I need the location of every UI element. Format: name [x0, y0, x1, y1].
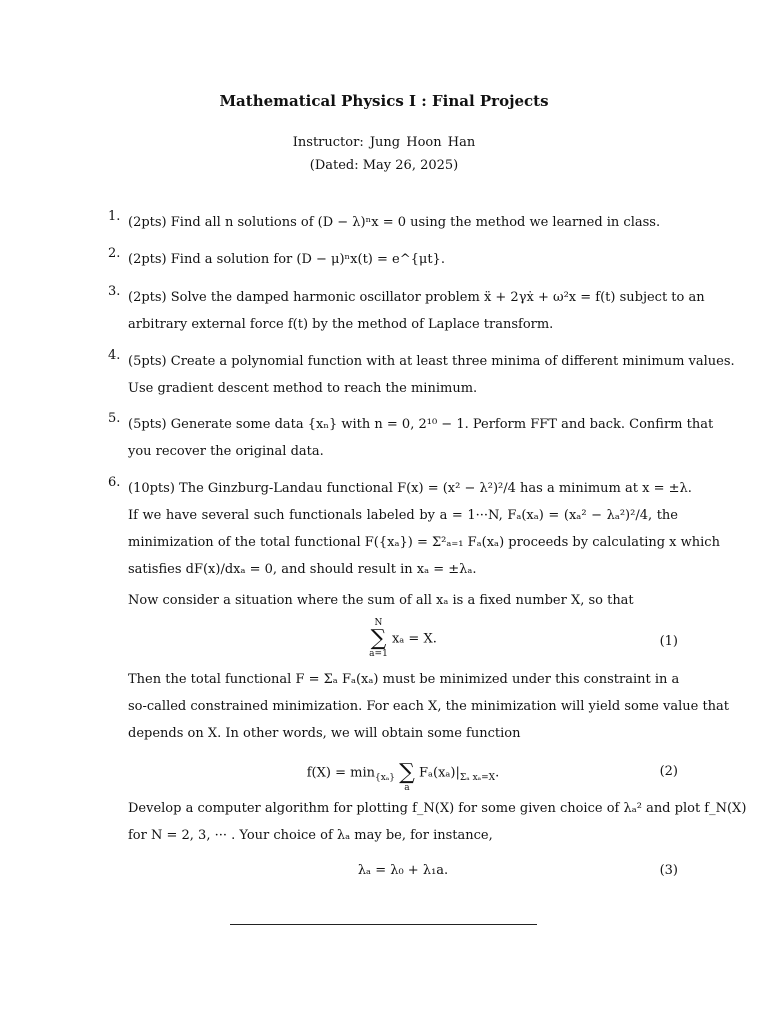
- problem-number: 3.: [108, 284, 121, 299]
- equation-2-expression: [128, 752, 678, 794]
- equation-1-body: xₐ = X.: [391, 631, 437, 647]
- problem-3-line-2: arbitrary external force f(t) by the method of Laplace transform.: [128, 317, 554, 332]
- problem-6-paragraph-2: [128, 666, 730, 747]
- equation-number: (2): [659, 764, 678, 779]
- problem-5-line-1: (5pts) Generate some data {xₙ} with n = 0, 2¹⁰ − 1. Perform FFT and back. Confirm that: [128, 417, 714, 432]
- problem-number: 1.: [108, 209, 121, 224]
- problem-6: [108, 475, 720, 583]
- equation-1-expression: [128, 618, 678, 660]
- date-line: (Dated: May 26, 2025): [309, 158, 459, 173]
- problem-6-line-3: minimization of the total functional F({xₐ}) = Σ²ₐ₌₁ Fₐ(xₐ) proceeds by calculating x which: [128, 535, 720, 550]
- paragraph-line-1: Then the total functional F = Σₐ Fₐ(xₐ) must be minimized under this constraint in a: [128, 672, 680, 687]
- problem-2-line-1: (2pts) Find a solution for (D − μ)ⁿx(t) = e^{μt}.: [128, 252, 445, 267]
- equation-2-left: f(X) = min: [306, 765, 375, 781]
- problem-6-line-1: (10pts) The Ginzburg-Landau functional F(x) = (x² − λ²)²/4 has a minimum at x = ±λ.: [128, 481, 692, 496]
- problem-number: 6.: [108, 475, 121, 490]
- equation-number: (3): [659, 863, 678, 878]
- min-subscript: {xₐ}: [374, 773, 395, 784]
- equation-3-expression: λₐ = λ₀ + λ₁a.: [357, 863, 449, 878]
- sigma-glyph: ∑: [370, 626, 387, 651]
- constraint-subscript: Σₐ xₐ=X: [459, 773, 496, 784]
- problem-3: [108, 284, 705, 338]
- problem-4-line-1: (5pts) Create a polynomial function with at least three minima of different minimum values.: [128, 354, 735, 369]
- paragraph-text: Now consider a situation where the sum of all xₐ is a fixed number X, so that: [128, 593, 634, 608]
- problem-1-line-1: (2pts) Find all n solutions of (D − λ)ⁿx = 0 using the method we learned in class.: [128, 215, 661, 230]
- paragraph-line-3: depends on X. In other words, we will obtain some function: [128, 726, 521, 741]
- problem-6-line-2: If we have several such functionals labeled by a = 1···N, Fₐ(xₐ) = (xₐ² − λₐ²)²/4, the: [128, 508, 678, 523]
- equation-2: [128, 752, 678, 792]
- problem-number: 4.: [108, 348, 121, 363]
- equation-3: [128, 863, 678, 883]
- problem-5-line-2: you recover the original data.: [128, 444, 324, 459]
- equation-2-end: .: [495, 765, 500, 781]
- instructor-line: Instructor: Jung Hoon Han: [292, 135, 476, 150]
- sigma-glyph: ∑: [399, 760, 415, 785]
- equation-1: [128, 618, 678, 668]
- summation-symbol: [399, 752, 415, 794]
- paragraph-line-2: for N = 2, 3, ··· . Your choice of λₐ may be, for instance,: [128, 828, 493, 843]
- summation-symbol: [369, 618, 388, 660]
- problem-4-line-2: Use gradient descent method to reach the minimum.: [128, 381, 478, 396]
- equation-number: (1): [659, 634, 678, 649]
- problem-6-paragraph-3: [128, 795, 747, 849]
- paragraph-line-2: so-called constrained minimization. For each X, the minimization will yield some value that: [128, 699, 730, 714]
- problem-6-line-4: satisfies dF(x)/dxₐ = 0, and should result in xₐ = ±λₐ.: [128, 562, 477, 577]
- paragraph-line-1: Develop a computer algorithm for plotting f_N(X) for some given choice of λₐ² and plot f_N(X): [128, 801, 747, 816]
- problem-3-line-1: (2pts) Solve the damped harmonic oscillator problem ẍ + 2γẋ + ω²x = f(t) subject to an: [128, 290, 705, 305]
- problem-4: [108, 348, 735, 402]
- problem-number: 5.: [108, 411, 121, 426]
- problem-6-paragraph-1: [128, 587, 678, 614]
- sum-lower-limit: a: [404, 783, 410, 793]
- footer-rule: [230, 924, 537, 925]
- sum-lower-limit: a=1: [369, 649, 388, 659]
- problem-number: 2.: [108, 246, 121, 261]
- equation-2-body: Fₐ(xₐ)|: [418, 765, 460, 781]
- problem-2: [108, 246, 678, 273]
- sum-upper-limit: N: [374, 618, 383, 628]
- problem-1: [108, 209, 678, 236]
- problem-5: [108, 411, 714, 465]
- page-title: Mathematical Physics I : Final Projects: [219, 92, 549, 110]
